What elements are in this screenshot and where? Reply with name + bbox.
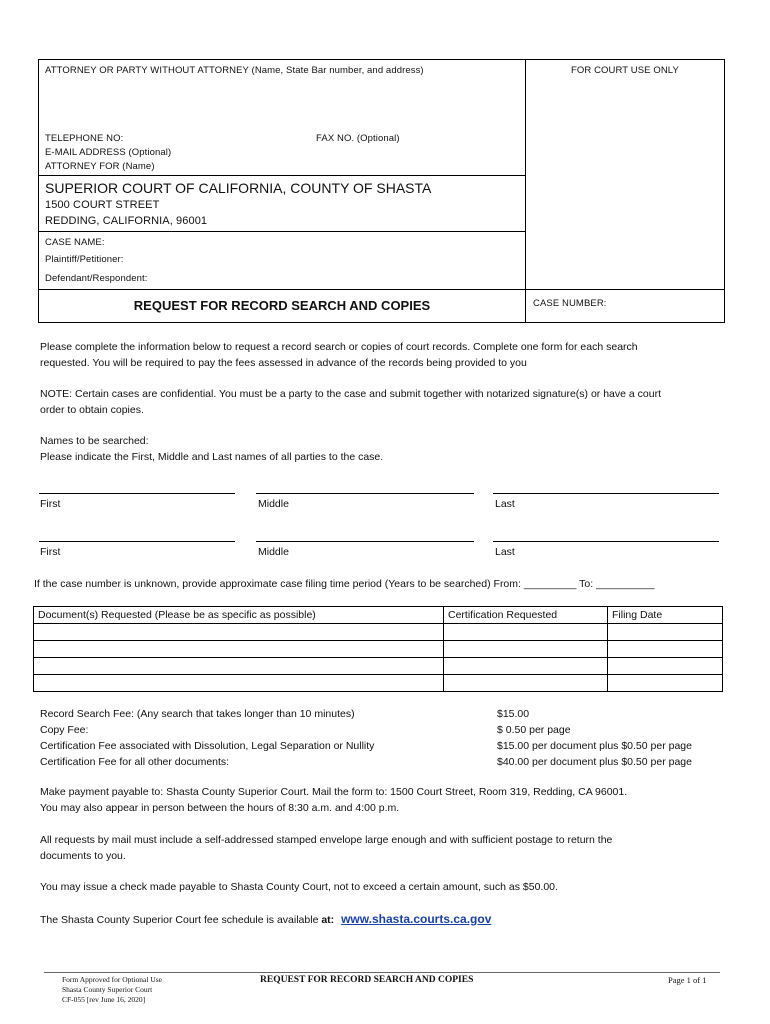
footer-approval: [62, 975, 162, 1005]
footer-rule: [44, 972, 720, 973]
table-row: [34, 658, 723, 675]
case-name-divider: [38, 231, 526, 232]
document-cell[interactable]: [34, 641, 444, 658]
mail-paragraph: [40, 832, 612, 864]
certification-cell[interactable]: [444, 675, 608, 692]
col-header-certification: Certification Requested: [444, 607, 608, 624]
court-street: 1500 COURT STREET: [45, 199, 160, 211]
payment-paragraph: [40, 784, 627, 816]
names-instruction: Please indicate the First, Middle and Last names of all parties to the case.: [40, 451, 384, 463]
filing-date-cell[interactable]: [608, 641, 723, 658]
note-line-2: order to obtain copies.: [40, 404, 144, 416]
fee-schedule-paragraph: [40, 911, 491, 928]
attorney-for-label: ATTORNEY FOR (Name): [45, 161, 155, 172]
fee-label-copy: Copy Fee:: [40, 724, 89, 736]
footer-title: REQUEST FOR RECORD SEARCH AND COPIES: [260, 975, 474, 985]
middle-label-2: Middle: [258, 546, 289, 558]
certification-cell[interactable]: [444, 624, 608, 641]
email-label: E-MAIL ADDRESS (Optional): [45, 147, 172, 158]
note-paragraph: [40, 386, 661, 418]
intro-line-1: Please complete the information below to request a record search or copies of court records. Complete one form for each search: [40, 341, 638, 353]
certification-cell[interactable]: [444, 658, 608, 675]
defendant-label: Defendant/Respondent:: [45, 273, 148, 284]
document-cell[interactable]: [34, 658, 444, 675]
filing-period-line[interactable]: If the case number is unknown, provide approximate case filing time period (Years to be searched) From: _________ To: __________: [34, 578, 655, 590]
fee-label-cert-dissolution: Certification Fee associated with Dissolution, Legal Separation or Nullity: [40, 740, 375, 752]
check-paragraph: You may issue a check made payable to Shasta County Court, not to exceed a certain amount, such as $50.00.: [40, 881, 558, 893]
intro-paragraph: [40, 339, 638, 371]
last-label-2: Last: [495, 546, 515, 558]
footer-line-2: Shasta County Superior Court: [62, 985, 153, 994]
middle-label-1: Middle: [258, 498, 289, 510]
col-header-documents: Document(s) Requested (Please be as specific as possible): [34, 607, 444, 624]
document-cell[interactable]: [34, 624, 444, 641]
last-name-field-2[interactable]: [493, 541, 719, 542]
first-label-2: First: [40, 546, 61, 558]
court-name-divider: [38, 175, 526, 176]
note-line-1: NOTE: Certain cases are confidential. You must be a party to the case and submit together with notarized signature(s) or have a court: [40, 388, 661, 400]
fee-amount-search: $15.00: [497, 708, 530, 720]
payment-line-1: Make payment payable to: Shasta County Superior Court. Mail the form to: 1500 Court Street, Room 319, Redding, CA 96001.: [40, 786, 628, 798]
mail-line-2: documents to you.: [40, 850, 126, 862]
first-name-field-2[interactable]: [39, 541, 235, 542]
footer-line-3: CF-055 [rev June 16, 2020]: [62, 995, 146, 1004]
intro-line-2: requested. You will be required to pay the fees assessed in advance of the records being provided to you: [40, 357, 527, 369]
first-label-1: First: [40, 498, 61, 510]
last-name-field-1[interactable]: [493, 493, 719, 494]
attorney-label: ATTORNEY OR PARTY WITHOUT ATTORNEY (Name, State Bar number, and address): [45, 65, 424, 76]
court-website-link[interactable]: www.shasta.courts.ca.gov: [341, 912, 492, 926]
document-cell[interactable]: [34, 675, 444, 692]
filing-date-cell[interactable]: [608, 624, 723, 641]
col-header-filing-date: Filing Date: [608, 607, 723, 624]
form-title: REQUEST FOR RECORD SEARCH AND COPIES: [133, 298, 431, 313]
footer-page-number: Page 1 of 1: [668, 975, 707, 985]
title-divider: [38, 289, 725, 290]
table-row: [34, 675, 723, 692]
middle-name-field-2[interactable]: [256, 541, 474, 542]
fee-amount-copy: $ 0.50 per page: [497, 724, 571, 736]
last-label-1: Last: [495, 498, 515, 510]
fee-labels: [40, 706, 374, 770]
table-row: [34, 624, 723, 641]
filing-date-cell[interactable]: [608, 675, 723, 692]
case-number-label: CASE NUMBER:: [533, 298, 607, 309]
fee-amount-cert-other: $40.00 per document plus $0.50 per page: [497, 756, 692, 768]
documents-table: [33, 606, 723, 692]
payment-line-2: You may also appear in person between the hours of 8:30 a.m. and 4:00 p.m.: [40, 802, 400, 814]
plaintiff-label: Plaintiff/Petitioner:: [45, 254, 124, 265]
table-row: [34, 641, 723, 658]
middle-name-field-1[interactable]: [256, 493, 474, 494]
fee-amount-cert-dissolution: $15.00 per document plus $0.50 per page: [497, 740, 692, 752]
certification-cell[interactable]: [444, 641, 608, 658]
first-name-field-1[interactable]: [39, 493, 235, 494]
fee-label-cert-other: Certification Fee for all other documents:: [40, 756, 230, 768]
case-name-label: CASE NAME:: [45, 237, 105, 248]
court-city: REDDING, CALIFORNIA, 96001: [45, 215, 208, 227]
mail-line-1: All requests by mail must include a self-addressed stamped envelope large enough and with sufficient postage to return the: [40, 834, 613, 846]
fee-label-search: Record Search Fee: (Any search that takes longer than 10 minutes): [40, 708, 355, 720]
fax-label: FAX NO. (Optional): [316, 133, 400, 144]
court-use-divider: [525, 59, 526, 323]
names-section: [40, 433, 383, 465]
names-heading: Names to be searched:: [40, 435, 149, 447]
fee-schedule-at: at:: [321, 914, 335, 926]
footer-line-1: Form Approved for Optional Use: [62, 975, 162, 984]
fee-schedule-text: The Shasta County Superior Court fee schedule is available: [40, 914, 322, 926]
fee-amounts: [497, 706, 692, 770]
court-use-label: FOR COURT USE ONLY: [571, 65, 679, 76]
telephone-label: TELEPHONE NO:: [45, 133, 124, 144]
court-name: SUPERIOR COURT OF CALIFORNIA, COUNTY OF SHASTA: [45, 180, 432, 196]
filing-date-cell[interactable]: [608, 658, 723, 675]
table-header-row: [34, 607, 723, 624]
